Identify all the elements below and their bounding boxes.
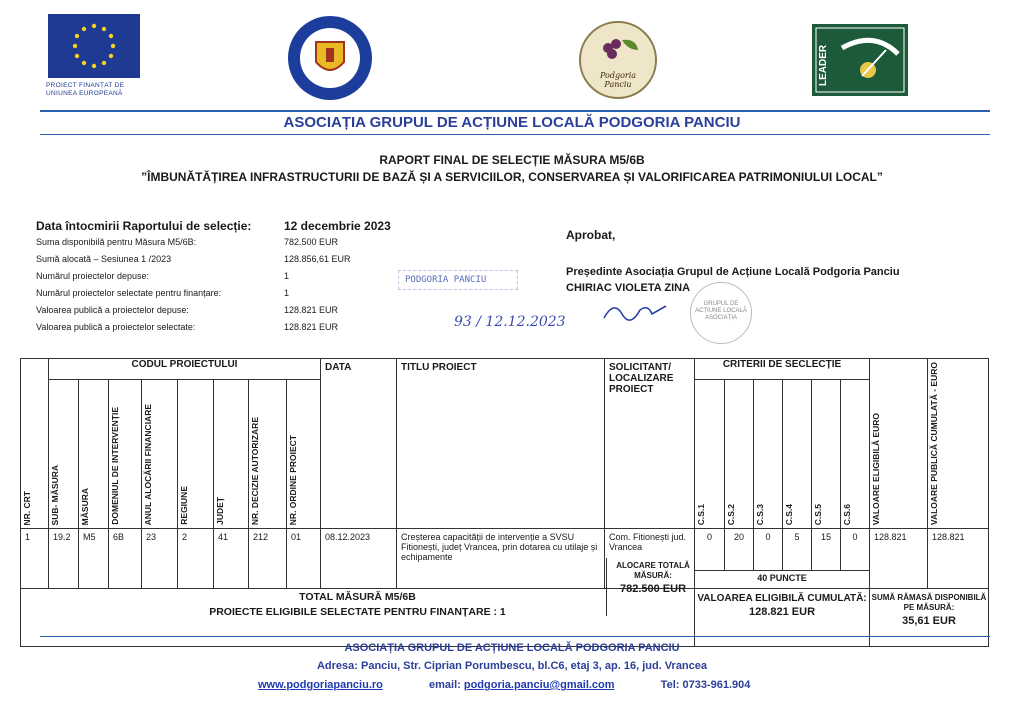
sub-header-cell [287, 379, 321, 528]
header-project-title: TITLU PROIECT [397, 359, 605, 529]
criteria-header: C.S.6 [842, 503, 852, 526]
svg-text:Panciu: Panciu [604, 80, 632, 89]
cumulative-label: VALOAREA ELIGIBILĂ CUMULATĂ: [697, 593, 867, 605]
registration-stamp: PODGORIA PANCIU [398, 270, 518, 290]
total-measure: TOTAL MĂSURĂ M5/6B [299, 591, 416, 604]
cell-code: 41 [214, 529, 249, 589]
totals-row [21, 589, 989, 647]
table-row [21, 529, 989, 571]
header-date: DATA [321, 359, 397, 529]
cell-criteria: 0 [841, 529, 870, 571]
sub-header: REGIUNE [179, 486, 189, 526]
info-value: 1 [284, 271, 290, 281]
association-name: ASOCIAȚIA GRUPUL DE ACȚIUNE LOCALĂ PODGORIA PANCIU [283, 114, 741, 131]
phone: Tel: 0733-961.904 [660, 679, 751, 691]
cell-nr: 1 [21, 529, 49, 589]
footer-address: Adresa: Panciu, Str. Ciprian Porumbescu, bl.C6, etaj 3, ap. 16, jud. Vrancea [316, 660, 708, 672]
total-points: 40 PUNCTE [695, 571, 870, 589]
report-subtitle: ”ÎMBUNĂTĂȚIREA INFRASTRUCTURII DE BAZĂ ȘI A SERVICIILOR, CONSERVAREA ȘI VALORIFICAREA PATRIMONIULUI LOCAL” [141, 170, 883, 184]
criteria-header-cell [783, 379, 812, 528]
svg-text:LEADER: LEADER [818, 44, 829, 86]
allocation-label: ALOCARE TOTALĂ MĂSURĂ: [616, 561, 690, 580]
allocation-divider [606, 558, 607, 616]
sub-header: NR. DECIZIE AUTORIZARE [250, 416, 260, 526]
info-label: Valoarea publică a proiectelor depuse: [36, 305, 189, 315]
signature [600, 296, 670, 331]
cell-code: 19.2 [49, 529, 79, 589]
totals-cell [21, 589, 695, 647]
sub-header-cell [49, 379, 79, 528]
sub-header: SUB- MĂSURA [50, 464, 60, 526]
cell-code: 01 [287, 529, 321, 589]
criteria-header: C.S.1 [696, 503, 706, 526]
cell-code: 6B [109, 529, 142, 589]
email-label: email: [429, 679, 461, 691]
header-divider [40, 110, 990, 112]
criteria-header-cell [812, 379, 841, 528]
criteria-header: C.S.3 [755, 503, 765, 526]
allocation-box [608, 561, 698, 595]
sub-header-cell [249, 379, 287, 528]
cell-criteria: 0 [754, 529, 783, 571]
date-value: 12 decembrie 2023 [284, 219, 391, 233]
sub-header: ANUL ALOCĂRII FINANCIARE [143, 403, 153, 526]
sub-header-cell [178, 379, 214, 528]
info-value: 128.821 EUR [284, 322, 339, 332]
cell-criteria: 5 [783, 529, 812, 571]
sub-header-cell [214, 379, 249, 528]
cell-code: 23 [142, 529, 178, 589]
cell-criteria: 20 [725, 529, 754, 571]
footer-contacts [258, 679, 750, 691]
info-label: Valoarea publică a proiectelor selectate: [36, 322, 196, 332]
approved-label: Aprobat, [566, 228, 616, 242]
sub-header: NR. ORDINE PROIECT [288, 434, 298, 526]
remaining-value: 35,61 EUR [902, 615, 956, 628]
sub-header-cell [79, 379, 109, 528]
header-divider-bottom [40, 134, 990, 135]
email-link[interactable]: podgoria.panciu@gmail.com [463, 679, 615, 691]
website-link[interactable]: www.podgoriapanciu.ro [258, 679, 383, 691]
cell-criteria: 0 [695, 529, 725, 571]
footer-divider [40, 636, 990, 637]
header-eligible-value [870, 359, 928, 529]
cell-applicant: Com. Fitionești jud. Vrancea [605, 529, 695, 589]
info-value: 1 [284, 288, 290, 298]
cell-cumulative-value: 128.821 [928, 529, 989, 589]
svg-text:Podgoria: Podgoria [599, 71, 637, 80]
eu-flag-logo [48, 14, 140, 78]
president-name: CHIRIAC VIOLETA ZINA [566, 282, 691, 294]
sub-header-cell [142, 379, 178, 528]
podgoria-panciu-logo [578, 20, 658, 100]
sub-header: DOMENIUL DE INTERVENȚIE [110, 407, 120, 526]
cumulative-value-label: VALOARE PUBLICĂ CUMULATĂ - EURO [929, 362, 939, 526]
total-selected: PROIECTE ELIGIBILE SELECTATE PENTRU FINANȚARE : 1 [209, 606, 506, 619]
criteria-header-cell [754, 379, 783, 528]
criteria-header: C.S.5 [813, 503, 823, 526]
cell-date: 08.12.2023 [321, 529, 397, 589]
cell-code: M5 [79, 529, 109, 589]
president-title: Președinte Asociația Grupul de Acțiune Locală Podgoria Panciu [566, 266, 900, 278]
cell-criteria: 15 [812, 529, 841, 571]
sub-header-cell [109, 379, 142, 528]
cell-eligible-value: 128.821 [870, 529, 928, 589]
official-seal: GRUPUL DE ACȚIUNE LOCALĂ ASOCIAȚIA [690, 282, 752, 344]
header-cumulative-value [928, 359, 989, 529]
eu-caption: PROIECT FINANȚAT DE UNIUNEA EUROPEANĂ [46, 82, 125, 97]
sub-header: MĂSURA [80, 487, 90, 526]
nr-crt-label: NR. CRT [22, 490, 32, 526]
registration-number: 93 / 12.12.2023 [454, 314, 566, 330]
criteria-header-cell [695, 379, 725, 528]
selection-table [20, 358, 989, 647]
footer-org: ASOCIAȚIA GRUPUL DE ACȚIUNE LOCALĂ PODGORIA PANCIU [344, 642, 680, 654]
info-label: Numărul proiectelor depuse: [36, 271, 150, 281]
info-label: Suma disponibilă pentru Măsura M5/6B: [36, 237, 197, 247]
info-value: 128.856,61 EUR [284, 254, 351, 264]
header-applicant: SOLICITANT/ LOCALIZARE PROIECT [605, 359, 695, 529]
header-nr-crt [21, 359, 49, 529]
leader-logo [812, 24, 908, 96]
eligible-value-label: VALOARE ELIGIBILĂ EURO [871, 412, 881, 526]
remaining-cell [870, 589, 989, 647]
romania-ministry-seal-logo [286, 14, 374, 102]
criteria-header: C.S.2 [726, 503, 736, 526]
cell-code: 212 [249, 529, 287, 589]
report-title: RAPORT FINAL DE SELECȚIE MĂSURA M5/6B [379, 153, 645, 167]
info-value: 782.500 EUR [284, 237, 339, 247]
info-label: Sumă alocată – Sesiunea 1 /2023 [36, 254, 172, 264]
cumulative-cell [695, 589, 870, 647]
cell-title: Creșterea capacității de intervenție a SVSU Fitionești, județ Vrancea, prin dotarea cu utilaje și echipamente [397, 529, 605, 589]
allocation-value: 782.500 EUR [619, 583, 687, 595]
cell-code: 2 [178, 529, 214, 589]
remaining-label: SUMĂ RĂMASĂ DISPONIBILĂ PE MĂSURĂ: [871, 593, 987, 613]
cumulative-value: 128.821 EUR [748, 606, 816, 619]
info-value: 128.821 EUR [284, 305, 339, 315]
header-project-code: CODUL PROIECTULUI [49, 359, 321, 380]
date-label: Data întocmirii Raportului de selecție: [36, 219, 252, 233]
sub-header: JUDEȚ [215, 497, 225, 526]
header-selection-criteria: CRITERII DE SECLECȚIE [695, 359, 870, 380]
criteria-header: C.S.4 [784, 503, 794, 526]
info-label: Numărul proiectelor selectate pentru finanțare: [36, 288, 222, 298]
criteria-header-cell [841, 379, 870, 528]
criteria-header-cell [725, 379, 754, 528]
